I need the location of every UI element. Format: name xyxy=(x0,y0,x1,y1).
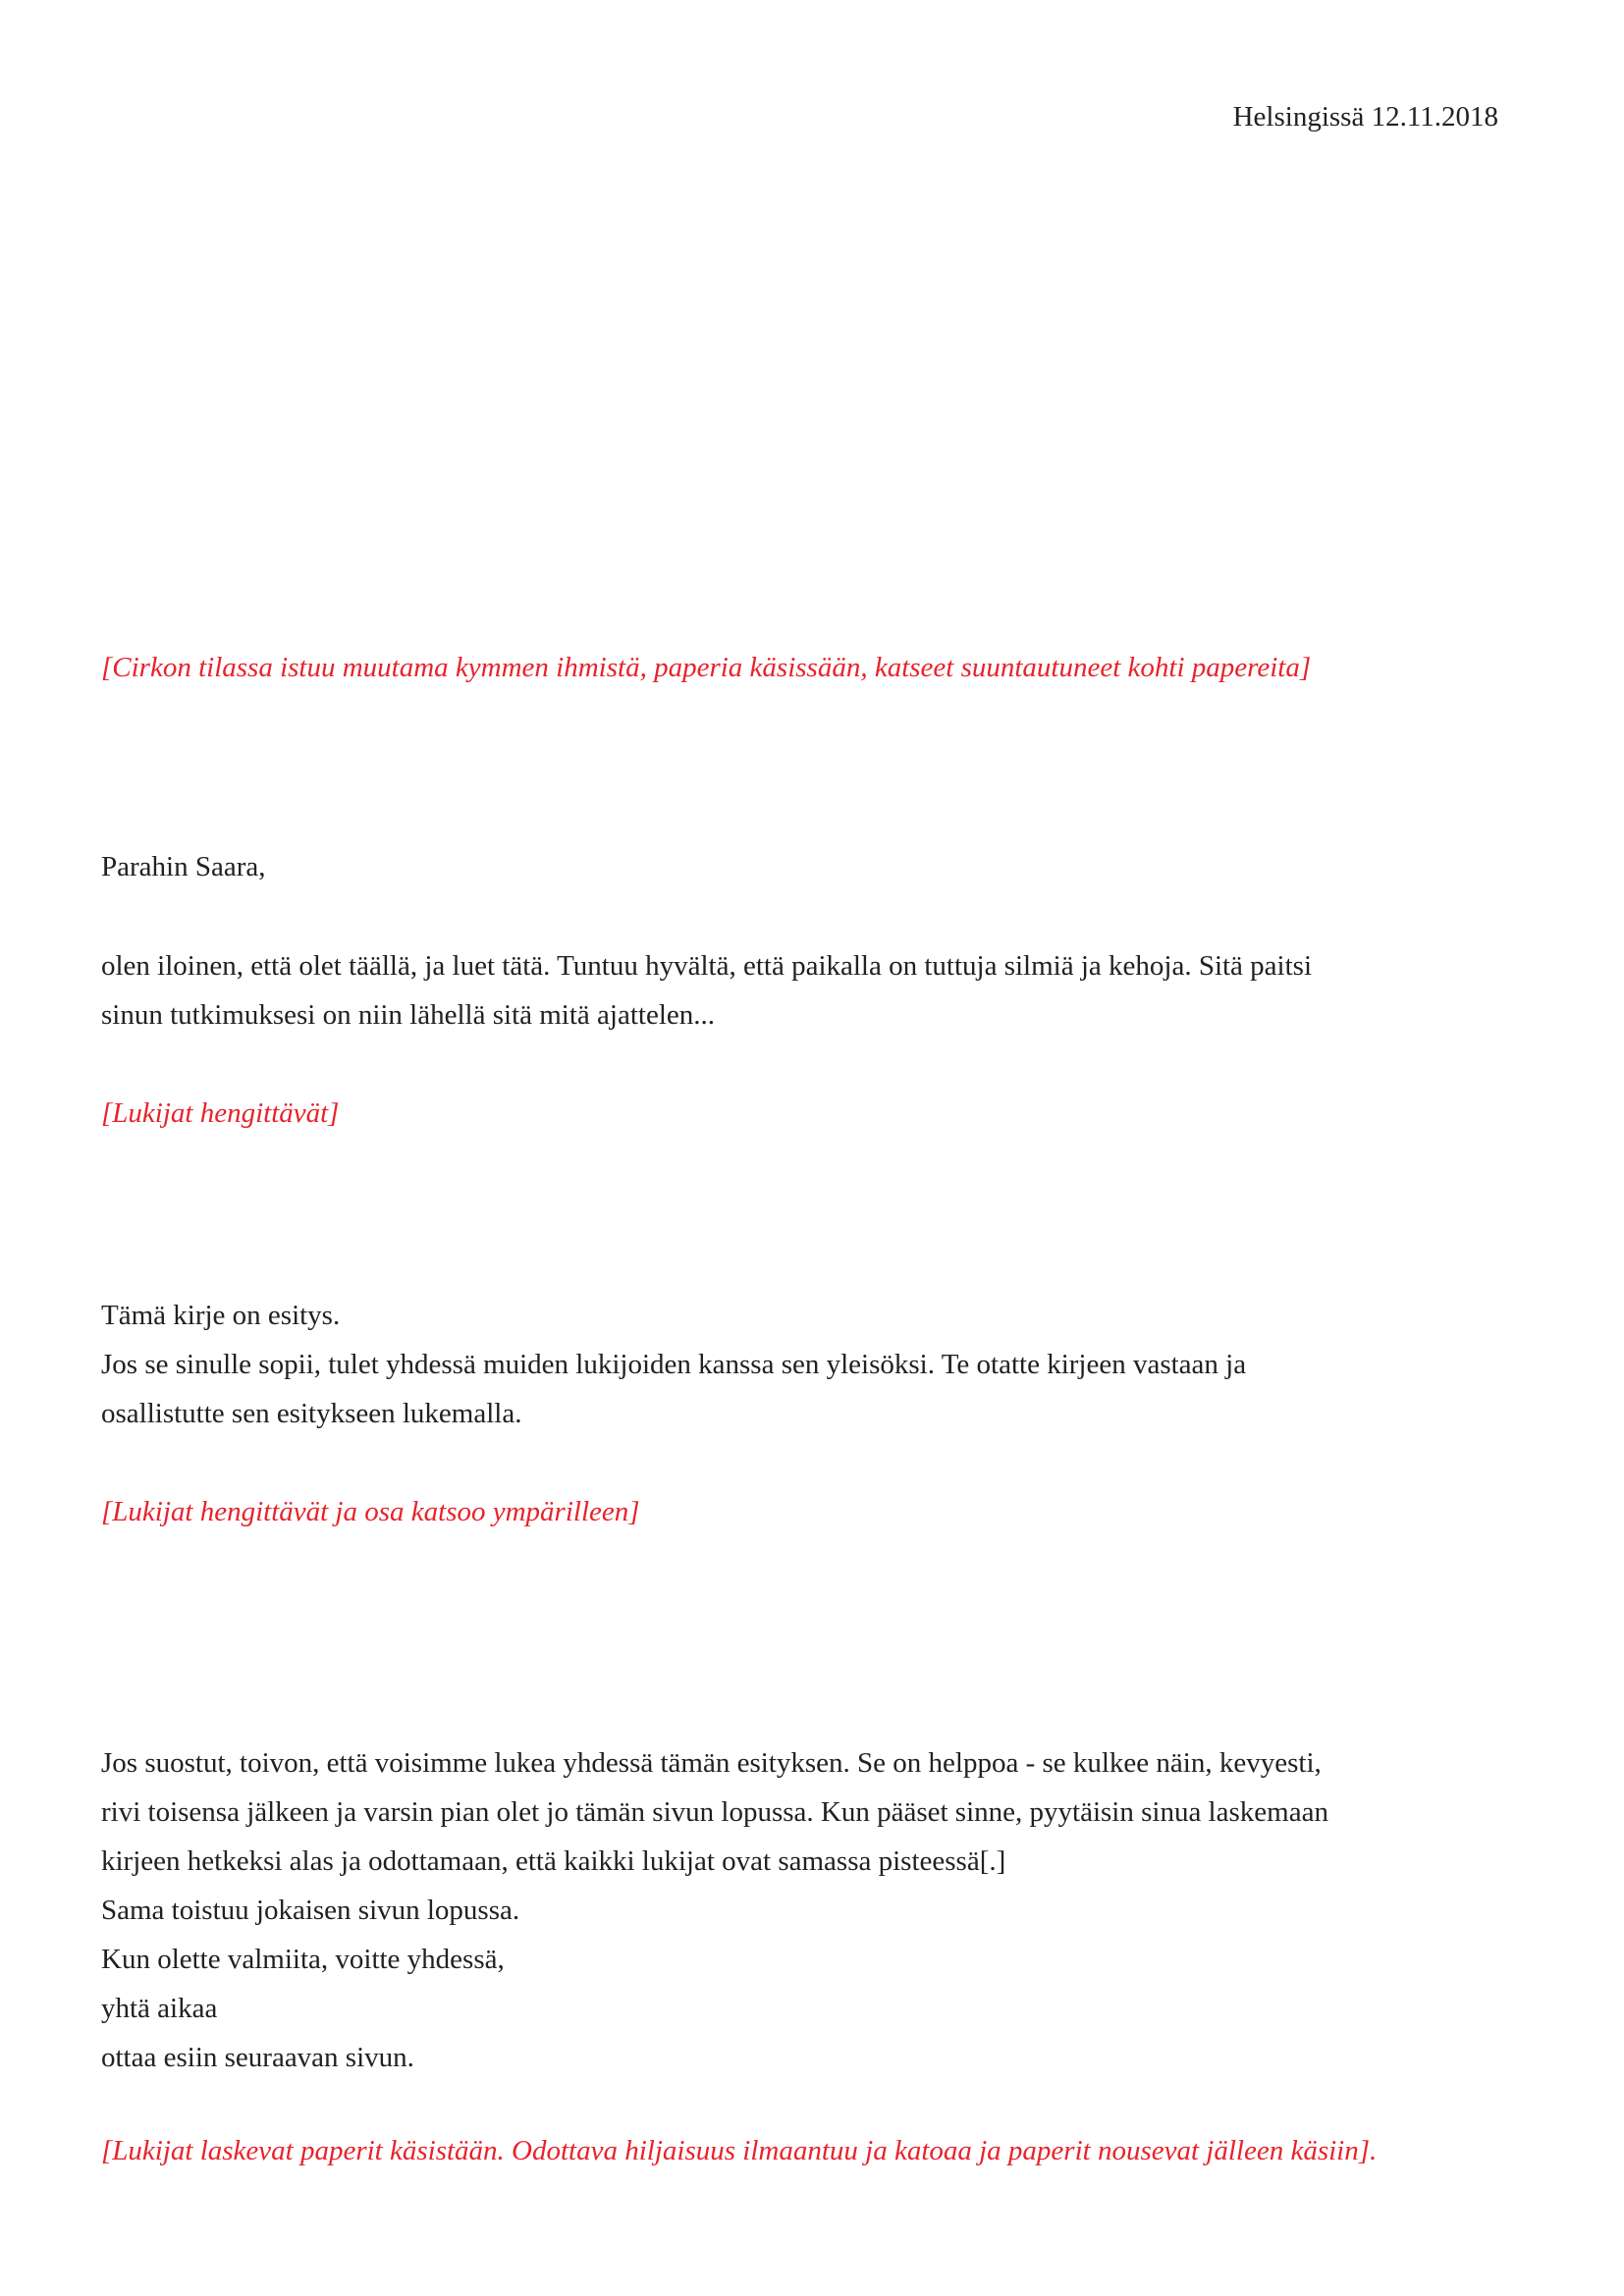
paragraph-3 xyxy=(101,1738,1498,2082)
paragraph-3-line-3: kirjeen hetkeksi alas ja odottamaan, että kaikki lukijat ovat samassa pisteessä[.] xyxy=(101,1845,1006,1877)
paragraph-2-line-1: Tämä kirje on esitys. xyxy=(101,1300,341,1331)
paragraph-1-line-1: olen iloinen, että olet täällä, ja luet tätä. Tuntuu hyvältä, että paikalla on tuttuja silmiä ja kehoja. Sitä paitsi xyxy=(101,950,1313,982)
paragraph-3-line-2: rivi toisensa jälkeen ja varsin pian olet jo tämän sivun lopussa. Kun pääset sinne, pyytäisin sinua laskemaan xyxy=(101,1796,1328,1828)
paragraph-3-line-4: Sama toistuu jokaisen sivun lopussa. xyxy=(101,1895,520,1926)
date-line: Helsingissä 12.11.2018 xyxy=(1232,101,1498,133)
stage-direction-breathe: [Lukijat hengittävät] xyxy=(101,1097,340,1129)
paragraph-3-line-7: ottaa esiin seuraavan sivun. xyxy=(101,2042,414,2073)
paragraph-2-line-2: Jos se sinulle sopii, tulet yhdessä muiden lukijoiden kanssa sen yleisöksi. Te otatte kirjeen vastaan ja xyxy=(101,1349,1247,1380)
paragraph-2 xyxy=(101,1291,1498,1438)
paragraph-1 xyxy=(101,941,1498,1040)
paragraph-2-line-3: osallistutte sen esitykseen lukemalla. xyxy=(101,1398,522,1429)
stage-direction-opening: [Cirkon tilassa istuu muutama kymmen ihmistä, paperia käsissään, katseet suuntautuneet kohti papereita] xyxy=(101,652,1312,683)
paragraph-1-line-2: sinun tutkimuksesi on niin lähellä sitä mitä ajattelen... xyxy=(101,999,716,1031)
stage-direction-closing: [Lukijat laskevat paperit käsistään. Odottava hiljaisuus ilmaantuu ja katoaa ja paperit nousevat jälleen käsiin]. xyxy=(101,2135,1378,2166)
paragraph-3-line-6: yhtä aikaa xyxy=(101,1993,218,2024)
salutation: Parahin Saara, xyxy=(101,851,266,882)
paragraph-3-line-1: Jos suostut, toivon, että voisimme lukea yhdessä tämän esityksen. Se on helppoa - se kulkee näin, kevyesti, xyxy=(101,1747,1322,1779)
stage-direction-breathe-look: [Lukijat hengittävät ja osa katsoo ympärilleen] xyxy=(101,1496,640,1527)
paragraph-3-line-5: Kun olette valmiita, voitte yhdessä, xyxy=(101,1944,505,1975)
